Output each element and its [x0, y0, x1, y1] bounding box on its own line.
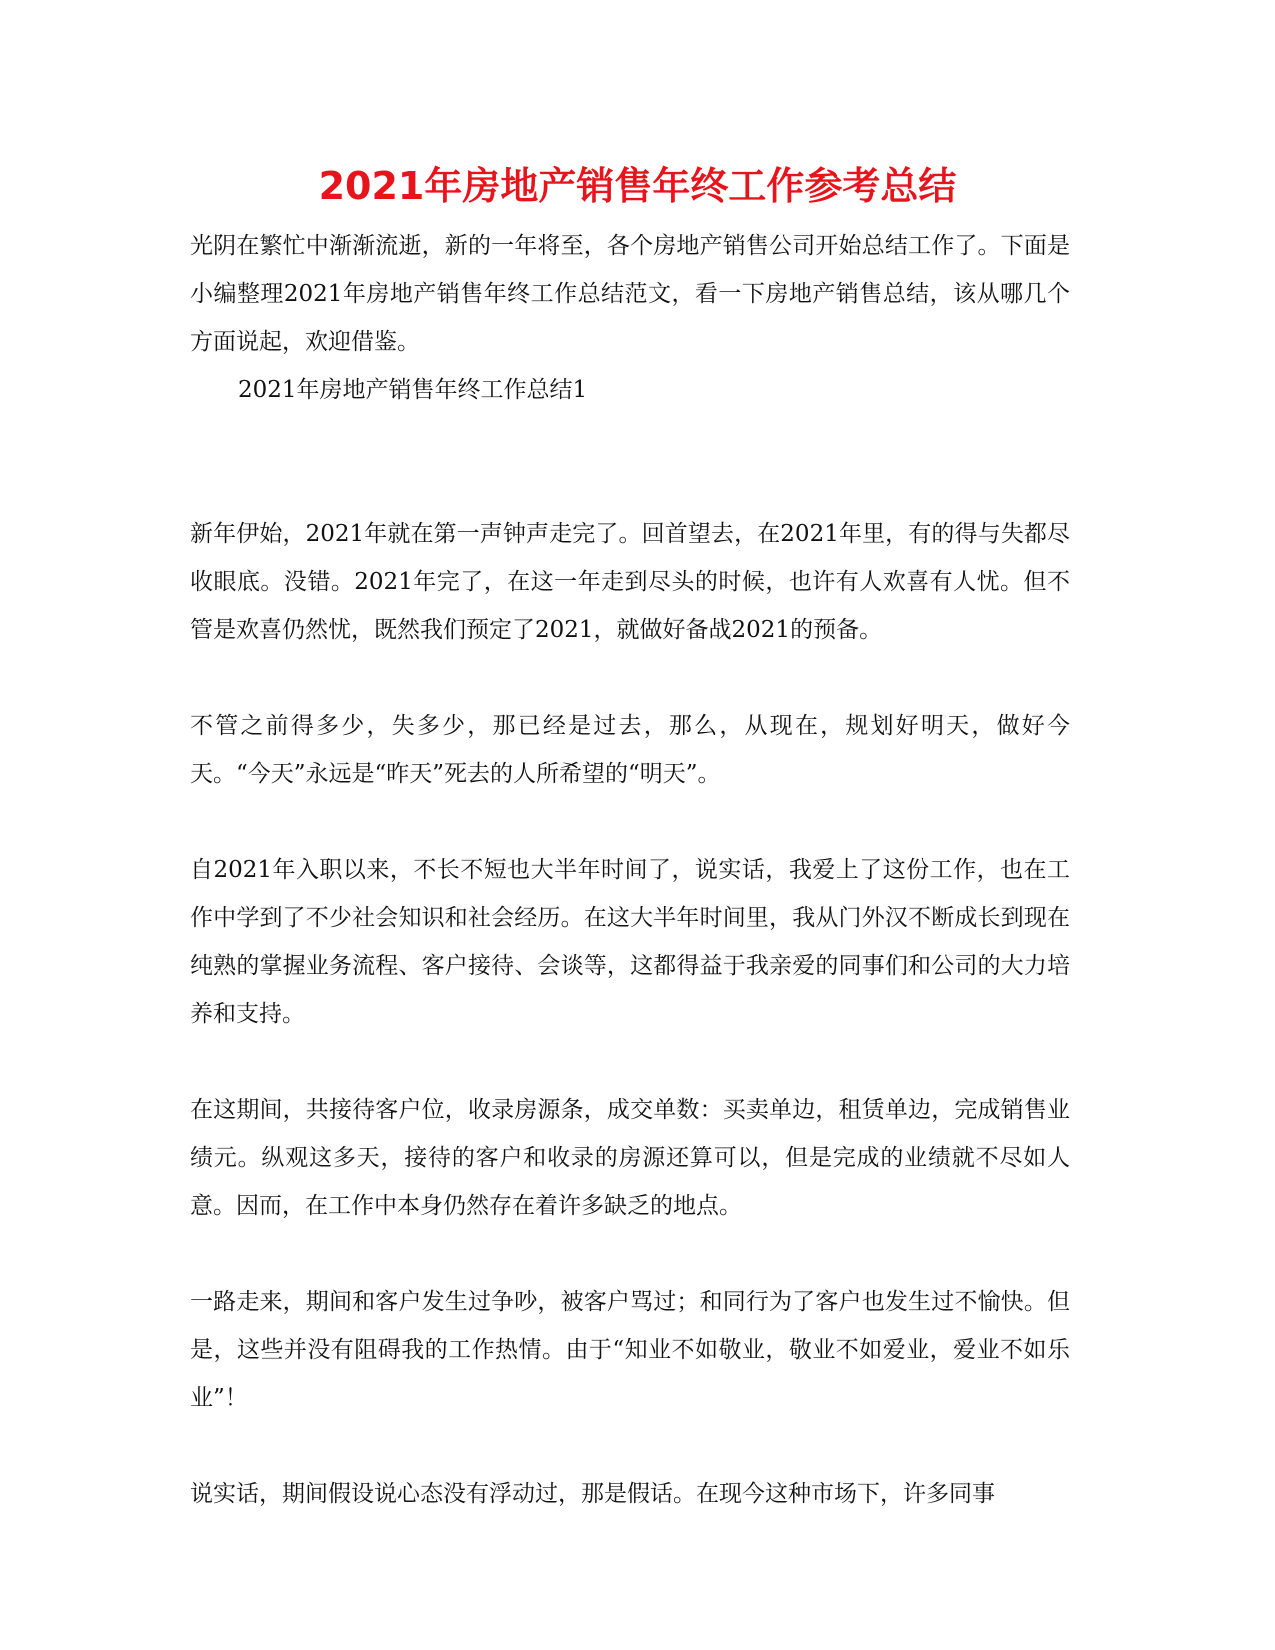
body-paragraph-6: 说实话，期间假设说心态没有浮动过，那是假话。在现今这种市场下，许多同事 — [190, 1481, 995, 1507]
body-paragraph-3: 自2021年入职以来，不长不短也大半年时间了，说实话，我爱上了这份工作，也在工作中学到了不少社会知识和社会经历。在这大半年时间里，我从门外汉不断成长到现在纯熟的掌握业务流程、客户接待、会谈等，这都得益于我亲爱的同事们和公司的大力培养和支持。 — [190, 857, 1070, 1027]
body-paragraph-5: 一路走来，期间和客户发生过争吵，被客户骂过；和同行为了客户也发生过不愉快。但是，这些并没有阻碍我的工作热情。由于“知业不如敬业，敬业不如爱业，爱业不如乐业”！ — [190, 1289, 1070, 1411]
section-subheading: 2021年房地产销售年终工作总结1 — [238, 377, 588, 403]
intro-paragraph: 光阴在繁忙中渐渐流逝，新的一年将至，各个房地产销售公司开始总结工作了。下面是小编整理2021年房地产销售年终工作总结范文，看一下房地产销售总结，该从哪几个方面说起，欢迎借鉴。 — [190, 233, 1070, 355]
document-body — [190, 222, 1070, 1518]
body-paragraph-1: 新年伊始，2021年就在第一声钟声走完了。回首望去，在2021年里，有的得与失都尽收眼底。没错。2021年完了，在这一年走到尽头的时候，也许有人欢喜有人忧。但不管是欢喜仍然忧，既然我们预定了2021，就做好备战2021的预备。 — [190, 521, 1070, 643]
body-paragraph-2: 不管之前得多少，失多少，那已经是过去，那么，从现在，规划好明天，做好今天。“今天”永远是“昨天”死去的人所希望的“明天”。 — [190, 713, 1070, 787]
document-title: 2021年房地产销售年终工作参考总结 — [318, 164, 957, 208]
body-paragraph-4: 在这期间，共接待客户位，收录房源条，成交单数：买卖单边，租赁单边，完成销售业绩元。纵观这多天，接待的客户和收录的房源还算可以，但是完成的业绩就不尽如人意。因而，在工作中本身仍然存在着许多缺乏的地点。 — [190, 1097, 1070, 1219]
